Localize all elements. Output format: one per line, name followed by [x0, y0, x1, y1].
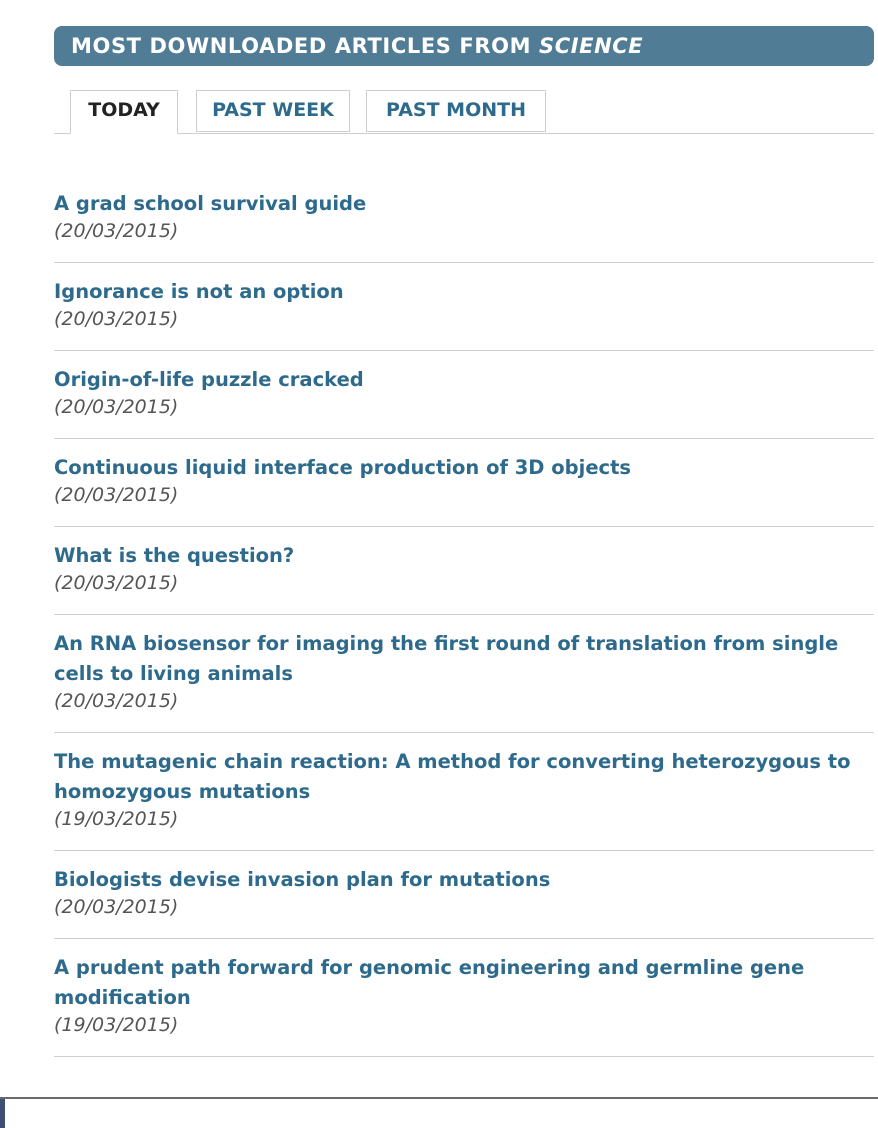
article-link[interactable]: An RNA biosensor for imaging the first round of translation from single cells to living animals [54, 632, 839, 685]
article-link[interactable]: A prudent path forward for genomic engineering and germline gene modification [54, 956, 805, 1009]
most-downloaded-panel [54, 26, 874, 134]
article-date: (20/03/2015) [54, 220, 179, 242]
article-date: (20/03/2015) [54, 308, 179, 330]
article-date: (20/03/2015) [54, 572, 179, 594]
article-link[interactable]: The mutagenic chain reaction: A method for converting heterozygous to homozygous mutations [54, 750, 851, 803]
panel-title-prefix: MOST DOWNLOADED ARTICLES FROM [71, 34, 539, 58]
period-tabs [54, 90, 874, 134]
article-link[interactable]: Biologists devise invasion plan for mutations [54, 868, 551, 891]
article-link[interactable]: Ignorance is not an option [54, 280, 344, 303]
list-item [54, 615, 874, 733]
article-date: (20/03/2015) [54, 896, 179, 918]
tab-today[interactable]: TODAY [70, 90, 178, 134]
article-date: (19/03/2015) [54, 1014, 179, 1036]
list-item [54, 527, 874, 615]
panel-header [54, 26, 874, 66]
panel-title-journal: SCIENCE [539, 34, 644, 58]
tab-past-month[interactable]: PAST MONTH [366, 90, 546, 132]
list-item [54, 351, 874, 439]
article-link[interactable]: Origin-of-life puzzle cracked [54, 368, 364, 391]
list-item [54, 733, 874, 851]
article-date: (20/03/2015) [54, 396, 179, 418]
list-item [54, 263, 874, 351]
article-link[interactable]: Continuous liquid interface production of 3D objects [54, 456, 632, 479]
list-item [54, 851, 874, 939]
bottom-frame-edge [0, 1097, 878, 1128]
list-item [54, 176, 874, 263]
article-date: (20/03/2015) [54, 690, 179, 712]
article-list [54, 176, 874, 1057]
article-link[interactable]: A grad school survival guide [54, 192, 367, 215]
article-date: (19/03/2015) [54, 808, 179, 830]
tab-past-week[interactable]: PAST WEEK [196, 90, 350, 132]
list-item [54, 439, 874, 527]
article-date: (20/03/2015) [54, 484, 179, 506]
list-item [54, 939, 874, 1057]
article-link[interactable]: What is the question? [54, 544, 295, 567]
frame-corner-accent [0, 1099, 5, 1128]
